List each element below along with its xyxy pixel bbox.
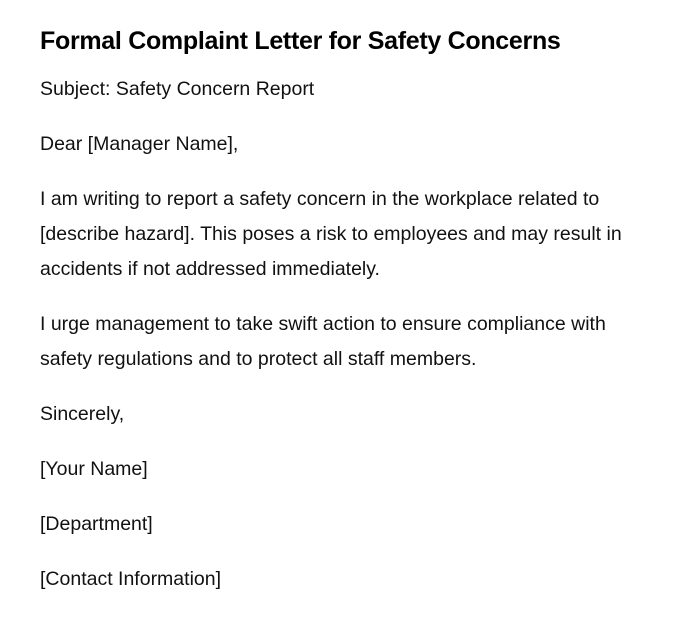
letter-body-paragraph-1: I am writing to report a safety concern in the workplace related to [describe hazard]. This poses a risk to employees and may result in accidents if not addressed immediately. [40,188,622,280]
letter-subject: Subject: Safety Concern Report [40,78,315,100]
letter-closing: Sincerely, [40,403,125,425]
sender-contact: [Contact Information] [40,568,222,590]
sender-name: [Your Name] [40,458,148,480]
letter-salutation: Dear [Manager Name], [40,133,239,155]
letter-document [40,24,660,617]
sender-department: [Department] [40,513,153,535]
letter-title: Formal Complaint Letter for Safety Concerns [40,27,561,55]
letter-body-paragraph-2: I urge management to take swift action to ensure compliance with safety regulations and to protect all staff members. [40,313,606,370]
